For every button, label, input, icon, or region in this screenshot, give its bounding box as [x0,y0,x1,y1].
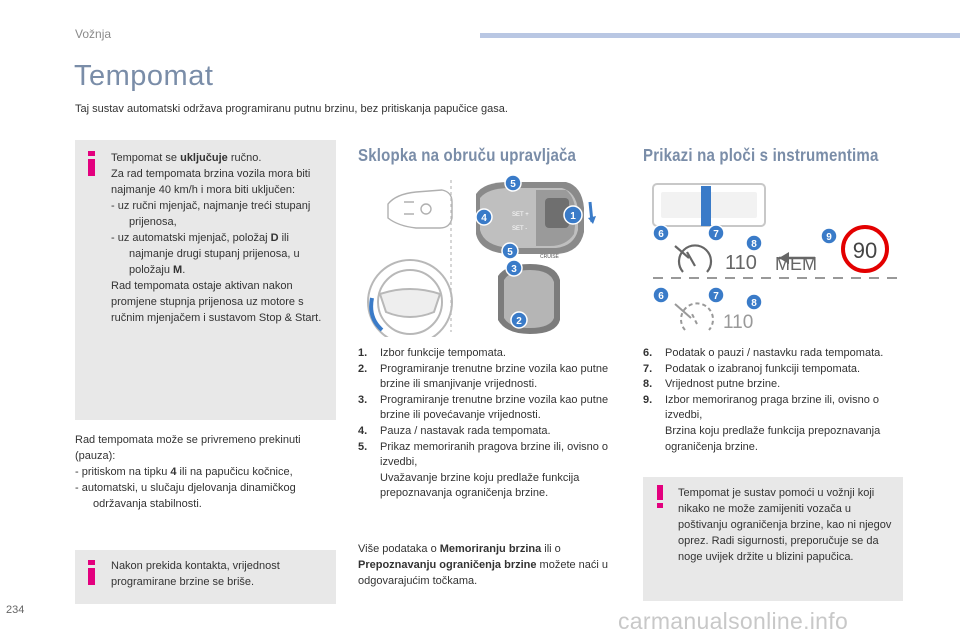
callout-3 [506,260,522,276]
legend-item [358,362,638,393]
speed-limit-sign [843,227,887,271]
callout-6-top [653,225,669,241]
svg-text:7: 7 [713,229,719,240]
callout-5-top [505,175,521,191]
legend-item [358,424,638,440]
legend-item [643,424,908,455]
warning-text: Tempomat je sustav pomoći u vožnji koji nikako ne može zamijeniti vozača u poštivanju ograničenja brzine, kao ni njegov oprez. Radi sigurnosti, preporučuje se da noge uvijek držite u blizini papučica. [678,487,892,563]
svg-text:6: 6 [658,229,664,240]
svg-text:CRUISE: CRUISE [540,254,559,260]
svg-text:110: 110 [725,252,757,274]
legend-number: 5. [358,440,368,453]
legend-item [643,377,908,393]
legend-text: Vrijednost putne brzine. [665,378,781,391]
steering-stalk-diagram [360,172,605,337]
svg-text:1: 1 [570,211,576,222]
svg-text:8: 8 [751,239,757,250]
legend-item [358,440,638,471]
stalk-pictograph [388,190,452,228]
instruments-heading: Prikazi na ploči s instrumentima [643,145,879,165]
legend-text: Uvažavanje brzine koju predlaže funkcija prepoznavanja ograničenja brzine. [380,471,580,500]
legend-item [358,471,638,502]
legend-item [643,362,908,378]
legend-item [643,393,908,424]
steering-wheel-pictograph [368,260,452,337]
callout-8-top [746,235,762,251]
svg-text:110: 110 [723,312,754,333]
svg-text:5: 5 [510,179,516,190]
speedometer-paused-icon [681,303,713,330]
svg-text:SET -: SET - [512,226,528,232]
intro-text: Taj sustav automatski održava programiranu putnu brzinu, bez pritiskanja papučice gasa. [75,103,508,115]
legend-item [358,393,638,424]
svg-text:2: 2 [516,316,522,327]
steering-heading: Sklopka na obruču upravljača [358,145,577,165]
callout-2 [511,312,527,328]
info-box-reset-text: Nakon prekida kontakta, vrijednost programirane brzine se briše. [111,560,280,588]
header-bar [480,33,960,38]
legend-number [643,424,665,455]
page-title: Tempomat [74,60,214,92]
svg-text:4: 4 [481,213,487,224]
legend-number: 6. [643,347,653,359]
legend-text: Prikaz memoriranih pragova brzine ili, ovisno o izvedbi, [380,440,609,469]
pause-text: Rad tempomata može se privremeno prekinuti (pauza): - pritiskom na tipku 4 ili na papučicu kočnice, - automatski, u slučaju djelovanja dinamičkog održavanja stabilnosti. [75,434,301,510]
legend-text: Pauza / nastavak rada tempomata. [380,424,551,437]
callout-5-bottom [502,243,518,259]
watermark: carmanualsonline.info [618,608,849,634]
legend-item [643,346,908,362]
svg-text:7: 7 [713,291,719,302]
callout-1 [564,206,582,224]
page-number: 234 [6,604,25,616]
legend-number: 7. [643,362,653,375]
legend-number [358,471,380,502]
legend-text: Izbor funkcije tempomata. [380,347,506,359]
legend-item [358,346,638,362]
legend-text: Programiranje trenutne brzine vozila kao putne brzine ili povećavanje vrijednosti. [380,393,609,422]
callout-9 [821,228,837,244]
svg-text:SET +: SET + [512,212,529,218]
legend-text: Programiranje trenutne brzine vozila kao putne brzine ili smanjivanje vrijednosti. [380,362,609,391]
info-box-activation-text: Tempomat se uključuje ručno. Za rad tempomata brzina vozila mora biti najmanje 40 km/h i mora biti uključen: - uz ručni mjenjač, najmanje treći stupanj prijenosa, - uz automatski mjenjač, položaj D ili najmanje drugi stupanj prijenosa, u položaju M. Rad tempomata ostaje aktivan nakon promjene stupnja prijenosa uz motore s ručnim mjenjačem i sustavom Stop & Start. [111,152,322,324]
instrument-display-diagram [645,172,910,337]
callout-4 [476,209,492,225]
speedometer-active-icon [679,245,711,272]
legend-text: Podatak o pauzi / nastavku rada tempomata. [665,347,884,359]
legend-number: 9. [643,393,653,406]
svg-text:5: 5 [507,247,513,258]
legend-number: 1. [358,347,368,359]
section-label: Vožnja [75,27,112,41]
steering-legend [358,346,638,502]
stalk-end-view [498,264,560,334]
svg-text:9: 9 [826,232,832,243]
more-info-text: Više podataka o Memoriranju brzina ili o Prepoznavanju ograničenja brzine možete naći u odgovarajućim točkama. [358,543,609,587]
callout-7-top [708,225,724,241]
paused-display-row [675,303,753,333]
svg-text:MEM: MEM [775,254,817,274]
console-pictograph [653,184,765,226]
svg-text:8: 8 [751,298,757,309]
callout-8-bottom [746,294,762,310]
legend-text: Izbor memoriranog praga brzine ili, ovisno o izvedbi, [665,393,879,422]
legend-number: 2. [358,362,368,375]
svg-text:6: 6 [658,291,664,302]
active-display-row [675,227,887,274]
instruments-legend [643,346,908,455]
callout-7-bottom [708,287,724,303]
svg-text:90: 90 [852,238,878,263]
svg-text:3: 3 [511,264,517,275]
legend-number: 4. [358,424,368,437]
legend-text: Podatak o izabranoj funkciji tempomata. [665,362,861,375]
legend-number: 3. [358,393,368,406]
callout-6-bottom [653,287,669,303]
legend-number: 8. [643,378,653,391]
legend-text: Brzina koju predlaže funkcija prepoznavanja ograničenja brzine. [665,424,881,453]
